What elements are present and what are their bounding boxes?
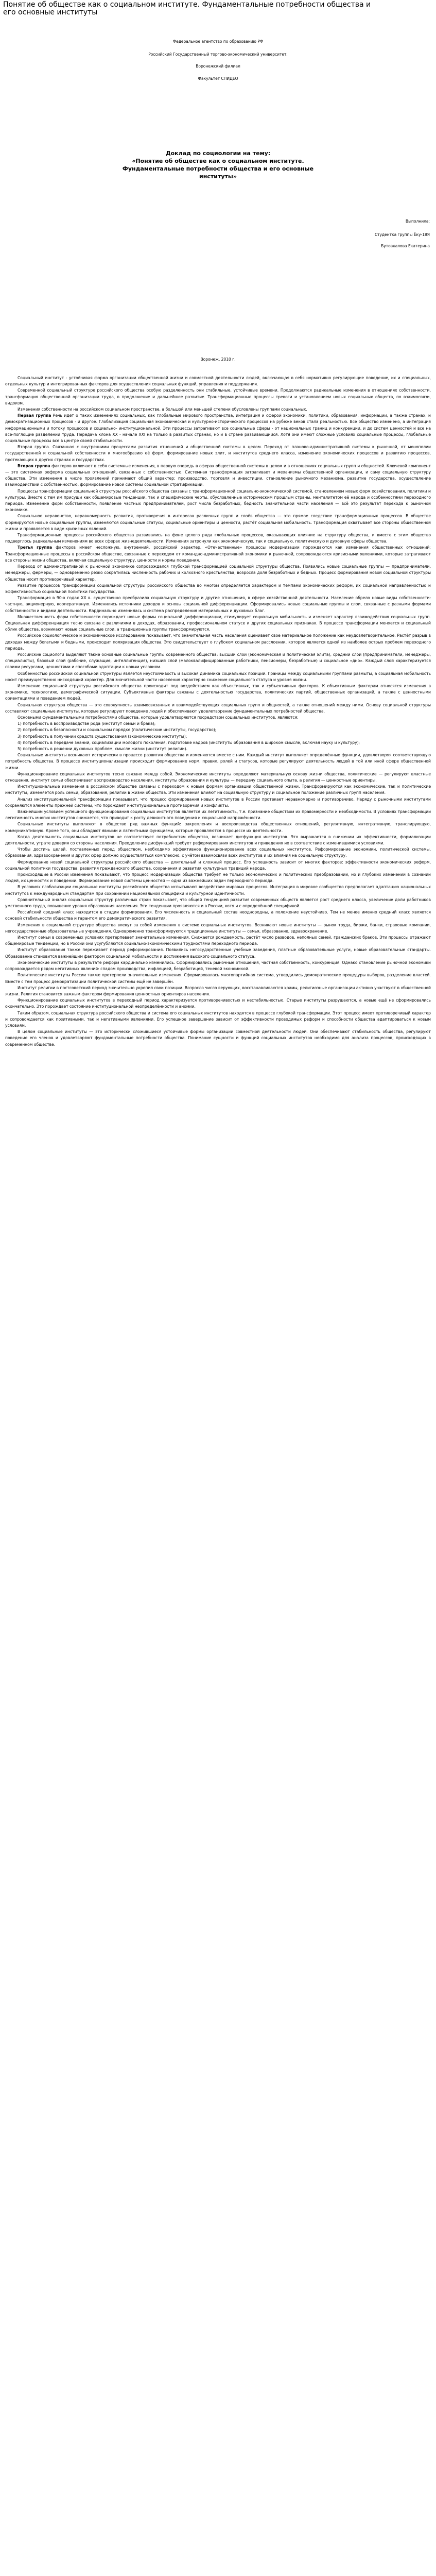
paragraph-text: В целом социальные институты — это исторически сложившиеся устойчивые формы организации совместной деятельности людей. Они обеспечивают стабильность общества, регулируют поведение его членов и удовлетворяют фундаментальные потребности общества. Понимание сущности и функций социальных институтов необходимо для анализа процессов, происходящих в современном обществе. (5, 1029, 431, 1047)
paragraph-text: Социальный институт - устойчивая форма организации общественной жизни и совместной деятельности людей, включающая в себя нормативно регулирующие поведение, их и специальных, отдельных культур и интегрированных факторов для осуществления социальных функций, управления и поддержания. (5, 376, 431, 387)
paragraph-text: Изменения в социальной структуре общества влекут за собой изменения в системе социальных институтов. Возникают новые институты — рынок труда, биржи, банки, страховые компании, негосударственные образовательные учреждения. Одновременно трансформируются традиционные институты — семья, образование, здравоохранение. (5, 922, 431, 934)
paragraph-text: Институт религии в постсоветский период значительно укрепил свои позиции. Возросло число верующих, восстанавливаются храмы, религиозные организации активно участвуют в общественной жизни. Религия становится важным фактором формирования ценностных ориентиров населения. (5, 985, 431, 996)
body-paragraph (5, 784, 431, 796)
report-title-line-2: «Понятие об обществе как о социальном институте. (132, 158, 304, 164)
body-paragraph (5, 859, 431, 872)
paragraph-text: Современной социальный структуре российского общества особую разделенность они стабильные, устойчивые времени. Продолжаются радикальные изменения в отношениях собственности, трансформация общественной организации труда, в продолжение и дальнейшее развитие. Трансформационные процессы тревоги и установлением новых социальных обществ, по взаимосвязи, видоизм. (5, 388, 431, 405)
paragraph-lead: Третья группа (18, 545, 53, 550)
paragraph-text: Российский средний класс находится в стадии формирования. Его численность и социальный состав неоднородны, а положение неустойчиво. Тем не менее именно средний класс является основой стабильности общества и гарантом его демократического развития. (5, 910, 431, 921)
body-paragraph (5, 1010, 431, 1029)
paragraph-text: Российские социологи выделяют такие основные социальные группы современного общества: высший слой (экономическая и политическая элита), средний слой (предприниматели, менеджеры, специалисты), базовый слой (рабочие, служащие, интеллигенция), низший слой (малоквалифицированные работники, пенсионеры, безработные) и социальное «дно». Каждый слой характеризуется своими ресурсами, ценностями и способами адаптации к новым условиям. (5, 652, 431, 670)
paragraph-text: Социальные институты возникают исторически в процессе развития общества и изменяются вместе с ним. Каждый институт выполняет определённые функции, удовлетворяя соответствующую потребность общества. В процессе институционализации происходит формирование норм, правил, ролей и статусов, которые регулируют деятельность людей в той или иной сфере общественной жизни. (5, 753, 431, 770)
branch-line: Воронежский филиал (196, 64, 240, 69)
body-paragraph (5, 633, 431, 652)
paragraph-text: Институциональные изменения в российском обществе связаны с переходом к новым формам организации общественной жизни. Трансформируются как экономические, так и политические институты, изменяется роль семьи, образования, религии в жизни общества. Эти изменения влияют на социальную структуру и социальное положение различных групп населения. (5, 784, 431, 795)
body-paragraph (5, 746, 431, 752)
body-paragraph (5, 583, 431, 595)
paragraph-text: Российское социологическое и экономическое исследование показывает, что значительная часть населения оценивает свое материальное положение как неудовлетворительное. Растёт разрыв в доходах между богатыми и бедными, происходит поляризация общества. Это свидетельствует о глубоком социальном расслоении, которое является одной из наиболее острых проблем переходного периода. (5, 633, 431, 651)
university-line: Российский Государственный торгово-экономический университет, (148, 52, 288, 57)
faculty-line: Факультет СПИДЕО (198, 76, 238, 81)
body-paragraph (5, 846, 431, 859)
paragraph-text: Переход от административной к рыночной экономике сопровождался глубокой трансформацией социальной структуры общества. Появились новые социальные группы — предприниматели, менеджеры, фермеры, — одновременно резко сократилась численность рабочих и колхозного крестьянства, возросла доля безработных и бедных. Процесс формирования новой социальной структуры общества носит противоречивый характер. (5, 564, 431, 582)
body-paragraph (5, 796, 431, 809)
paragraph-text: Функционирование социальных институтов тесно связано между собой. Экономические институты определяют материальную основу жизни общества, политические — регулируют властные отношения, институт семьи обеспечивает воспроизводство населения, институты образования и культуры — передачу социального опыта, а религия — ценностные ориентиры. (5, 771, 431, 783)
body-paragraph (5, 595, 431, 614)
body-paragraph (5, 532, 431, 545)
body-paragraph (5, 387, 431, 406)
report-title-line-4: институты» (199, 173, 237, 180)
body-paragraph (5, 734, 431, 740)
paragraph-text: 2) потребность в безопасности и социальном порядке (политические институты, государство); (18, 727, 217, 733)
paragraph-text: Анализ институциональной трансформации показывает, что процесс формирования новых институтов в России протекает неравномерно и противоречиво. Наряду с рыночными институтами сохраняются элементы прежней системы, что порождает институциональные противоречия и конфликты. (5, 796, 431, 808)
author-group: Студентка группы Ёку-18Я (374, 232, 430, 237)
body-paragraph (5, 652, 431, 671)
paragraph-text: факторов включает в себя системные изменения, в первую очередь в сферах общественной системы в целом и в отношениях социальных групп и общностей. Ключевой компонент — это системная реформа социальных отношений, связанных с собственностью. Системная трансформация затрагивает и механизмы общественной организации, и саму социальную структуру общества. Эти изменения в числе проявлений принимают общий характер: производство, торговля и инвестиции, становление рыночного механизма, развитие государства, осуществление взаимодействий с собственностью, формирование новой системы социальной стратификации. (5, 463, 431, 487)
paragraph-lead: Вторая группа (18, 463, 50, 468)
report-title-line-3: Фундаментальные потребности общества и его основные (122, 165, 314, 172)
body-paragraph (5, 960, 431, 972)
body-paragraph (5, 614, 431, 633)
paragraph-text: Трансформация в 90-х годах XX в. существенно преобразила социальную структуру и другие отношения, в сфере хозяйственной деятельности. Население обрело новые виды собственности: частную, акционерную, кооперативную. Изменились источники доходов и основы социальной дифференциации. Сформировались новые социальные группы и слои, связанные с разными формами собственности и видами деятельности. Кардинально изменилась и система распределения материальных и духовных благ. (5, 596, 431, 613)
body-paragraph (5, 702, 431, 715)
body-paragraph (5, 972, 431, 985)
body-paragraph (5, 935, 431, 947)
body-paragraph (5, 715, 431, 721)
body-paragraph (5, 897, 431, 909)
body-paragraph (5, 821, 431, 834)
paragraph-text: Институт семьи в современных условиях претерпевает значительные изменения. Снижается рождаемость, растёт число разводов, неполных семей, гражданских браков. Эти процессы отражают общемировые тенденции, но в России они усугубляются социально-экономическими трудностями переходного периода. (5, 935, 431, 946)
body-paragraph (5, 727, 431, 733)
paragraph-text: Изменения собственности на российском социальном пространстве, а большой или меньшей степени обусловлены группами социальных. (18, 407, 307, 412)
paragraph-text: Множественность форм собственности порождает новые формы социальной дифференциации, стимулирует социальную мобильность и изменяет характер взаимодействия социальных групп. Социальная дифференциация тесно связана с различиями в доходах, образовании, профессиональном статусе и других социальных признаках. В процессе трансформации меняется и социальный облик общества, возникают новые социальные слои, а традиционные группы трансформируются. (5, 614, 431, 632)
body-paragraph (5, 834, 431, 846)
body-paragraph (5, 752, 431, 771)
paragraph-text: Социальная структура общества — это совокупность взаимосвязанных и взаимодействующих социальных групп и общностей, а также отношений между ними. Основу социальной структуры составляют социальные институты, которые регулируют поведение людей и обеспечивают удовлетворение фундаментальных потребностей общества. (5, 702, 431, 714)
paragraph-text: Социальные институты выполняют в обществе ряд важных функций: закрепления и воспроизводства общественных отношений, регулятивную, интегративную, транслирующую, коммуникативную. Кроме того, они обладают явными и латентными функциями, которые проявляются в процессе их деятельности. (5, 822, 431, 833)
paragraph-text: Функционирование социальных институтов в переходный период характеризуется противоречивостью и нестабильностью. Старые институты разрушаются, а новые ещё не сформировались окончательно. Это порождает состояние институциональной неопределённости и аномии. (5, 998, 431, 1009)
body-paragraph (5, 985, 431, 997)
paragraph-text: Экономические институты в результате реформ кардинально изменились. Сформировались рыночные отношения, частная собственность, конкуренция. Однако становление рыночной экономики сопровождается рядом негативных явлений: спадом производства, инфляцией, безработицей, теневой экономикой. (5, 960, 431, 972)
body-paragraph (5, 513, 431, 532)
body-paragraph (5, 809, 431, 821)
body-paragraph (5, 771, 431, 784)
agency-line: Федеральное агентство по образованию РФ (172, 39, 264, 44)
paragraph-text: Вторая группа. Связанная с внутренними процессами развития отношений и общественной системы в целом. Переход от планово-административной системы к рыночной, от монополии государственной и социальной собственности к многообразию её форм, формирование новых элит, и институтов среднего класса, изменение экономических процессов и развитию процессов, протекающих в других странах и государствах. (5, 445, 431, 462)
body-paragraph (5, 545, 431, 564)
author-name: Бутовкалова Екатерина (381, 244, 430, 248)
body-paragraph (5, 997, 431, 1010)
paragraph-text: 3) потребность в получении средств существования (экономические институты); (18, 734, 187, 739)
paragraph-text: Речь идет о таких изменениях социальных, как глобальные мирового пространства, интеграция и сферой экономики, политики, образования, информации, а также странах, и демократизационных процессов - и другое. Глобализация социальная экономическая и культурно-исторического процессов на рубеже веков стала реальностью. Все общество изменено, а интеграция информационными и потоку процессов и социально- институциональной. Эти процессы затрагивают все социальные сферы - от национальных границ и конкуренции, и до систем ценностей и все на все-поглощие разделении труда. Передача клона XX - начале XXI на только в развитых странах, но и в стране развивающийся. Хотя они имеют сложные условиях социальные процессы, глобальные социальные процессы все в центре своей стабильности. (5, 413, 431, 444)
paragraph-text: Сравнительный анализ социальных структур различных стран показывает, что общей тенденцией развития современных обществ является рост среднего класса, увеличение доли работников умственного труда, повышение уровня образования населения. Эти тенденции проявляются и в России, хотя и с определённой спецификой. (5, 897, 431, 909)
paragraph-text: Чтобы достичь целей, поставленных перед обществом, необходимо эффективное функционирование всех социальных институтов. Реформирование экономики, политической системы, образования, здравоохранения и других сфер должно осуществляться комплексно, с учётом взаимосвязи всех институтов и их влияния на социальную структуру. (5, 847, 431, 858)
paragraph-text: Социальное неравенство, неравномерность развития, противоречия в интересах различных групп и слоёв общества — это прямое следствие трансформационных процессов. В обществе формируются новые социальные группы, изменяются социальные статусы, социальные ориентиры и ценности, растёт социальная мобильность. Трансформация охватывает все стороны общественной жизни и проявляется в виде кризисных явлений. (5, 514, 431, 531)
paragraph-text: Процессы трансформации социальной структуры российского общества связаны с трансформационной социально-экономической системой, становлением новых форм хозяйствования, политики и культуры. Вместе с тем им присущи как общемировые тенденции, так и специфические черты, обусловленные историческим прошлым страны, менталитетом её народа и особенностями переходного периода. Изменение форм собственности, появление частных предпринимателей, рост числа безработных, бедность значительной части населения — всё это результат перехода к рыночной экономике. (5, 488, 431, 513)
body-paragraph (5, 740, 431, 746)
body-paragraph (5, 922, 431, 935)
body-paragraph (5, 413, 431, 444)
body-paragraph (5, 872, 431, 884)
body-paragraph (5, 683, 431, 702)
paragraph-text: Таким образом, социальная структура российского общества и система его социальных институтов находятся в процессе глубокой трансформации. Этот процесс имеет противоречивый характер и сопровождается как позитивными, так и негативными явлениями. Его успешное завершение зависит от эффективности проводимых реформ и способности общества адаптироваться к новым условиям. (5, 1010, 431, 1028)
body-paragraph (5, 444, 431, 463)
body-paragraph (5, 671, 431, 683)
document-body (5, 375, 431, 1048)
body-paragraph (5, 1029, 431, 1048)
body-paragraph (5, 884, 431, 896)
paragraph-text: Изменение социальной структуры российского общества происходит под воздействием как объективных, так и субъективных факторов. К объективным факторам относятся изменения в экономике, технологиях, демографической ситуации. Субъективные факторы связаны с деятельностью государства, политических партий, общественных организаций, а также с ценностными ориентациями и поведением людей. (5, 683, 431, 701)
paragraph-text: Политические институты России также претерпели значительные изменения. Сформировалась многопартийная система, утвердились демократические процедуры выборов, разделение властей. Вместе с тем процесс демократизации политической системы ещё не завершён. (5, 973, 431, 984)
body-paragraph (5, 721, 431, 727)
body-paragraph (5, 947, 431, 959)
paragraph-text: 1) потребность в воспроизводстве рода (институт семьи и брака); (18, 721, 156, 726)
paragraph-text: Когда деятельность социальных институтов не соответствует потребностям общества, возникает дисфункция институтов. Это выражается в снижении их эффективности, формализации деятельности, утрате доверия со стороны населения. Преодоление дисфункций требует реформирования институтов и приведения их в соответствие с изменившимися условиями. (5, 834, 431, 846)
paragraph-text: факторов имеет несложную, внутренний, российский характер. «Отечественные» процессы модернизации порождаются как изменения общественных отношений; Трансформационные процессы в российском обществе, связанные с переходом от командно-административной экономики к рыночной, сопровождаются кризисными явлениями, которые затрагивают все стороны жизни общества, включая социальную структуру, ценности и нормы поведения. (5, 545, 431, 563)
body-paragraph (5, 406, 431, 413)
report-title-line-1: Доклад по социологии на тему: (165, 150, 271, 157)
body-paragraph (5, 488, 431, 514)
paragraph-text: Развитие процессов трансформации социальной структуры российского общества во многом определяется характером и темпами экономических реформ, их социальной направленностью и эффективностью социальной политики государства. (5, 583, 431, 594)
document-title: Понятие об обществе как о социальном институте. Фундаментальные потребности общества и его основные институты (3, 1, 371, 16)
paragraph-text: 5) потребность в решении духовных проблем, смысле жизни (институт религии). (18, 746, 188, 751)
body-paragraph (5, 909, 431, 922)
paragraph-text: Происходящие в России изменения показывают, что процесс модернизации общества требует не только экономических и политических преобразований, но и глубоких изменений в сознании людей, их ценностях и поведении. Формирование новой системы ценностей — одна из важнейших задач переходного периода. (5, 872, 431, 884)
paragraph-text: В условиях глобализации социальные институты российского общества испытывают воздействие мировых процессов. Интеграция в мировое сообщество предполагает адаптацию национальных институтов к международным стандартам при сохранении национальной специфики и культурной идентичности. (5, 885, 431, 896)
body-paragraph (5, 375, 431, 387)
body-paragraph (5, 564, 431, 583)
paragraph-text: Основными фундаментальными потребностями общества, которые удовлетворяются посредством социальных институтов, являются: (18, 715, 299, 720)
paragraph-text: Институт образования также переживает период реформирования. Появились негосударственные учебные заведения, платные образовательные услуги, новые образовательные стандарты. Образование становится важнейшим фактором социальной мобильности и достижения высокого социального статуса. (5, 947, 431, 959)
body-paragraph (5, 463, 431, 488)
paragraph-text: Важнейшим условием успешного функционирования социальных институтов является их легитимность, т.е. признание обществом их правомерности и необходимости. В условиях трансформации легитимность многих институтов снижается, что приводит к росту девиантного поведения и социальной напряжённости. (5, 809, 431, 821)
paragraph-text: Трансформационные процессы российского общества развивались на фоне целого ряда глобальных процессов, оказывающих влияние на структуру общества, и вместе с этим общество подверглось радикальным изменениям во всех сферах жизнедеятельности. Изменения затронули как экономическую, так и социальную, политическую и духовную сферы общества. (5, 533, 431, 544)
author-label: Выполнила: (405, 219, 430, 224)
paragraph-text: 4) потребность в передаче знаний, социализации молодого поколения, подготовке кадров (институты образования в широком смысле, включая науку и культуру); (18, 740, 360, 745)
city-year: Воронеж, 2010 г. (200, 357, 236, 362)
paragraph-text: Формирование новой социальной структуры российского общества — длительный и сложный процесс. Его успешность зависит от многих факторов: эффективности экономических реформ, социальной политики государства, развития гражданского общества, сохранения и развития культурных традиций народа. (5, 859, 431, 871)
paragraph-text: Особенностью российской социальной структуры является неустойчивость и высокая динамика социальных позиций. Границы между социальными группами размыты, а социальная мобильность носит преимущественно нисходящий характер. Для значительной части населения характерно снижение социального статуса и уровня жизни. (5, 671, 431, 682)
paragraph-lead: Первая группа (18, 413, 51, 418)
